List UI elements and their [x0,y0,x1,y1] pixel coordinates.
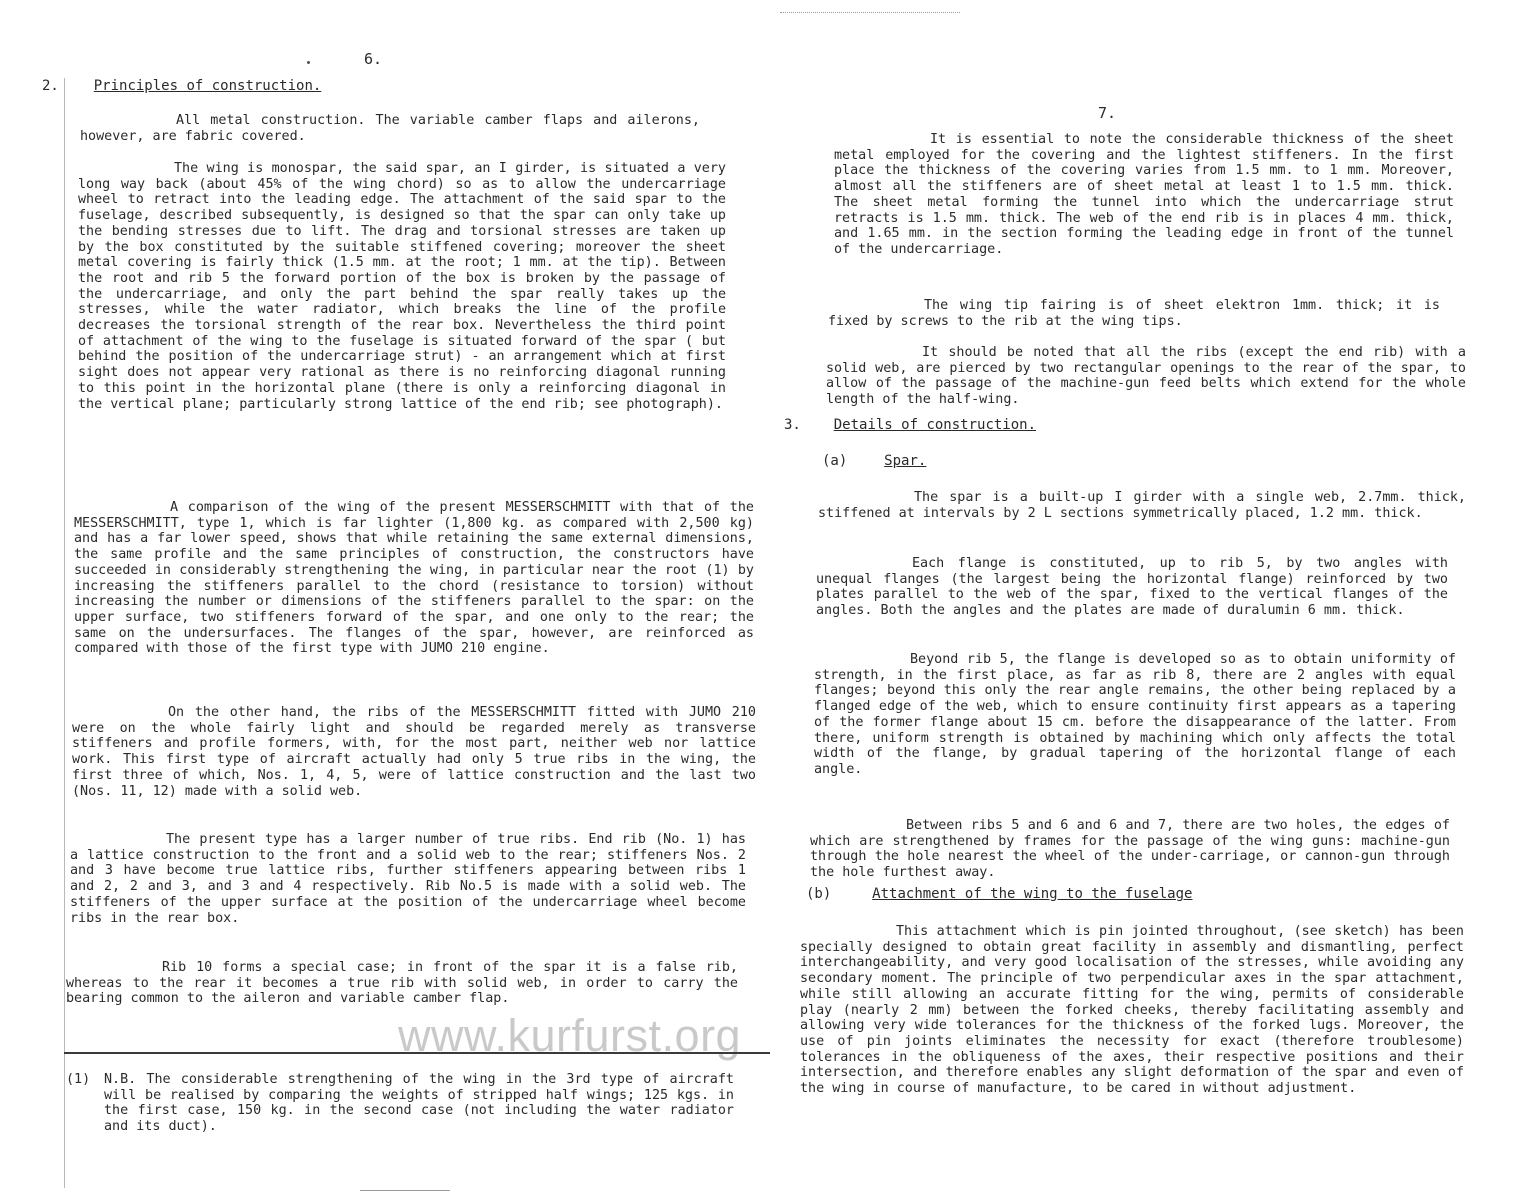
subsection-heading [822,453,926,469]
section-number: 3. [784,417,801,433]
section-heading [784,417,1036,433]
page-number: 6. [364,50,383,68]
right-page [770,0,1515,1200]
scan-mark [360,1190,450,1191]
paragraph: Beyond rib 5, the flange is developed so as to obtain uniformity of strength, in the first place, as far as rib 8, there are 2 angles with equal flanges; beyond this only the rear angle remains, the other being replaced by a flanged edge of the web, which to ensure continuity first appears as a tapering of the former flange about 15 cm. before the disappearance of the latter. From there, uniform strength is obtained by machining which only affects the total width of the flange, by gradual tapering of the horizontal flange of each angle. [814,652,1456,777]
page-number: 7. [1098,104,1117,122]
scan-mark [780,12,960,13]
footnote-rule [64,1052,770,1054]
section-title: Details of construction. [833,417,1037,433]
paragraph: The spar is a built-up I girder with a single web, 2.7mm. thick, stiffened at intervals by 2 L sections symmetrically placed, 1.2 mm. thick. [818,490,1466,521]
section-heading [42,78,321,94]
paragraph: It is essential to note the considerable thickness of the sheet metal employed for the covering and the lightest stiffeners. In the first place the thickness of the covering varies from 1.5 mm. to 1 mm. Moreover, almost all the stiffeners are of sheet metal at least 1 to 1.5 mm. thick. The sheet metal forming the tunnel into which the undercarriage strut retracts is 1.5 mm. thick. The web of the end rib is in places 4 mm. thick, and 1.65 mm. in the section forming the leading edge in front of the tunnel of the undercarriage. [834,132,1454,257]
subsection-label: (b) [806,886,832,902]
margin-line [64,78,65,1188]
subsection-title: Attachment of the wing to the fuselage [872,886,1193,902]
subsection-label: (a) [822,453,848,469]
paragraph: The wing is monospar, the said spar, an I girder, is situated a very long way back (about 45% of the wing chord) so as to allow the undercarriage wheel to retract into the leading edge. The attachment of the said spar to the fuselage, described subsequently, is designed so that the spar can only take up the bending stresses due to lift. The drag and torsional stresses are taken up by the box constituted by the suitable stiffened covering; moreover the sheet metal covering is fairly thick (1.5 mm. at the root; 1 mm. at the tip). Between the root and rib 5 the forward portion of the box is broken by the passage of the undercarriage, and only the part behind the spar really takes up the stresses, while the water radiator, which breaks the line of the profile decreases the torsional strength of the rear box. Nevertheless the third point of attachment of the wing to the fuselage is situated forward of the spar ( but behind the position of the undercarriage strut) - an arrangement which at first sight does not appear very rational as there is no reinforcing diagonal running to this point in the horizontal plane (there is only a reinforcing diagonal in the vertical plane; particularly strong lattice of the end rib; see photograph). [78,161,726,412]
paragraph: Between ribs 5 and 6 and 6 and 7, there are two holes, the edges of which are strengthened by frames for the passage of the wing guns: machine-gun through the hole nearest the wheel of the under-carriage, or cannon-gun through the hole furthest away. [810,818,1450,881]
subsection-title: Spar. [884,453,927,469]
subsection-heading [806,886,1192,902]
footnote: N.B. The considerable strengthening of the wing in the 3rd type of aircraft will be realised by comparing the weights of stripped half wings; 125 kgs. in the first case, 150 kg. in the second case (not including the water radiator and its duct). [104,1072,734,1135]
section-title: Principles of construction. [93,78,322,94]
paragraph: On the other hand, the ribs of the MESSERSCHMITT fitted with JUMO 210 were on the whole fairly light and should be regarded merely as transverse stiffeners and profile formers, with, for the most part, neither web nor lattice work. This first type of aircraft actually had only 5 true ribs in the wing, the first three of which, Nos. 1, 4, 5, were of lattice construction and the last two (Nos. 11, 12) made with a solid web. [72,705,756,799]
section-number: 2. [42,78,59,94]
scan-dot [307,61,310,64]
paragraph: A comparison of the wing of the present MESSERSCHMITT with that of the MESSERSCHMITT, type 1, which is far lighter (1,800 kg. as compared with 2,500 kg) and has a far lower speed, shows that while retaining the same external dimensions, the same profile and the same principles of construction, the constructors have succeeded in considerably strengthening the wing, in particular near the root (1) by increasing the stiffeners parallel to the chord (resistance to torsion) without increasing the number or dimensions of the stiffeners parallel to the spar: on the upper surface, two stiffeners forward of the spar, and one only to the rear; the same on the undersurfaces. The flanges of the spar, however, are reinforced as compared with those of the first type with JUMO 210 engine. [74,500,754,657]
paragraph: It should be noted that all the ribs (except the end rib) with a solid web, are pierced by two rectangular openings to the rear of the spar, to allow of the passage of the machine-gun feed belts which extend for the whole length of the half-wing. [826,345,1466,408]
paragraph: Each flange is constituted, up to rib 5, by two angles with unequal flanges (the largest being the horizontal flange) reinforced by two plates parallel to the web of the spar, fixed to the vertical flanges of the angles. Both the angles and the plates are made of duralumin 6 mm. thick. [816,556,1448,619]
footnote-marker: (1) [66,1072,91,1087]
paragraph: All metal construction. The variable camber flaps and ailerons, however, are fabric covered. [80,113,700,144]
paragraph: Rib 10 forms a special case; in front of the spar it is a false rib, whereas to the rear it becomes a true rib with solid web, in order to carry the bearing common to the aileron and variable camber flap. [66,960,738,1007]
paragraph: The wing tip fairing is of sheet elektron 1mm. thick; it is fixed by screws to the rib at the wing tips. [828,298,1440,329]
paragraph: The present type has a larger number of true ribs. End rib (No. 1) has a lattice construction to the front and a solid web to the rear; stiffeners Nos. 2 and 3 have become true lattice ribs, further stiffeners appearing between ribs 1 and 2, 2 and 3, and 3 and 4 respectively. Rib No.5 is made with a solid web. The stiffeners of the upper surface at the position of the undercarriage wheel become ribs in the rear box. [70,832,746,926]
paragraph: This attachment which is pin jointed throughout, (see sketch) has been specially designed to obtain great facility in assembly and dismantling, perfect interchangeability, and very good localisation of the stresses, while avoiding any secondary moment. The principle of two perpendicular axes in the spar attachment, while still allowing an accurate fitting for the wing, permits of considerable play (nearly 2 mm) between the forked cheeks, thereby facilitating assembly and allowing very wide tolerances for the thickness of the forked lugs. Moreover, the use of pin joints eliminates the necessity for exact (therefore troublesome) tolerances in the obliqueness of the axes, their respective positions and their intersection, and therefore enables any slight deformation of the spar and even of the wing in course of manufacture, to be cared in without adjustment. [800,924,1464,1097]
watermark: www.kurfurst.org [398,1010,742,1061]
